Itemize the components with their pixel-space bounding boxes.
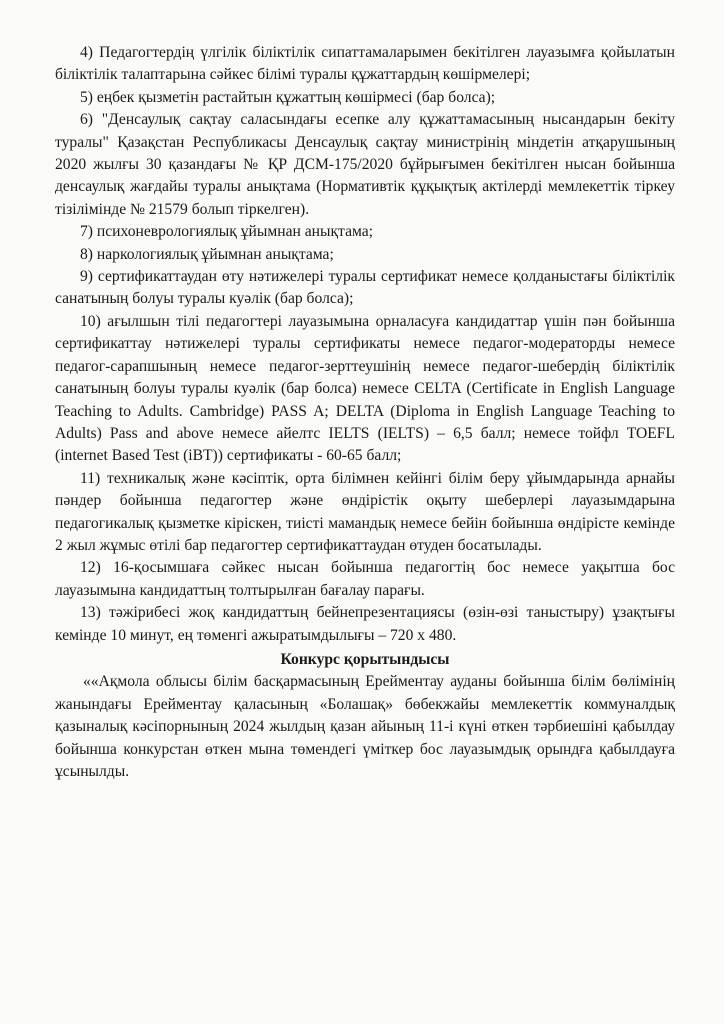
- list-item-6: 6) "Денсаулық сақтау саласындағы есепке алу құжаттамасының нысандарын бекіту туралы" Қазақстан Республикасы Денсаулық сақтау министрінің міндетін атқарушының 2020 жылғы 30 қазандағы № ҚР ДСМ-175/2020 бұйрығымен бекітілген нысан бойынша денсаулық жағдайы туралы анықтама (Нормативтік құқықтық актілерді мемлекеттік тіркеу тізілімінде № 21579 болып тіркелген).: [55, 111, 675, 218]
- list-item-4: 4) Педагогтердің үлгілік біліктілік сипаттамаларымен бекітілген лауазымға қойылатын біліктілік талаптарына сәйкес білімі туралы құжаттардың көшірмелері;: [55, 44, 675, 84]
- document-body: [55, 42, 675, 783]
- conclusion-paragraph: ««Ақмола облысы білім басқармасының Ерейментау ауданы бойынша білім бөлімінің жанындағы Ерейментау қаласының «Болашақ» бөбекжайы мемлекеттік коммуналдық қазыналық кәсіпорнының 2024 жылдың қазан айының 11-і күні өткен тәрбиешіні қабылдау бойынша конкурстан өткен мына төмендегі үміткер бос лауазымдық орындға қабылдауға ұсынылды.: [55, 673, 675, 780]
- list-item-9: 9) сертификаттаудан өту нәтижелері туралы сертификат немесе қолданыстағы біліктілік санатының болуы туралы куәлік (бар болса);: [55, 268, 675, 308]
- list-item-10: 10) ағылшын тілі педагогтері лауазымына орналасуға кандидаттар үшін пән бойынша сертификаттау нәтижелері туралы сертификаты немесе педагог-модераторды немесе педагог-сарапшының немесе педагог-зерттеушінің немесе педагог-шебердің біліктілік санатының болуы туралы куәлік (бар болса) немесе CELTA (Certificate in English Language Teaching to Adults. Cambridge) PASS A; DELTA (Diploma in English Language Teaching to Adults) Pass and above немесе айелтс IELTS (IELTS) – 6,5 балл; немесе тойфл TOEFL (internet Based Test (iBT)) сертификаты - 60-65 балл;: [55, 312, 675, 465]
- list-item-5: 5) еңбек қызметін растайтын құжаттың көшірмесі (бар болса);: [80, 88, 496, 106]
- list-item-13: 13) тәжірибесі жоқ кандидаттың бейнепрезентациясы (өзін-өзі таныстыру) ұзақтығы кемінде 10 минут, ең төменгі ажыратымдылығы – 720 x 480.: [55, 604, 675, 644]
- section-heading: Конкурс қорытындысы: [280, 650, 450, 668]
- list-item-12: 12) 16-қосымшаға сәйкес нысан бойынша педагогтің бос немесе уақытша бос лауазымына кандидаттың толтырылған бағалау парағы.: [55, 559, 675, 599]
- list-item-11: 11) техникалық және кәсіптік, орта білімнен кейінгі білім беру ұйымдарында арнайы пәндер бойынша педагогтер және өндірістік оқыту шеберлері лауазымдарына педагогикалық қызметке кірiскен, тиісті мамандық немесе бейін бойынша өндірісте кемінде 2 жыл жұмыс өтілі бар педагогтер сертификаттаудан өтуден босатылады.: [55, 469, 675, 554]
- list-item-8: 8) наркологиялық ұйымнан анықтама;: [80, 245, 334, 263]
- list-item-7: 7) психоневрологиялық ұйымнан анықтама;: [80, 223, 373, 241]
